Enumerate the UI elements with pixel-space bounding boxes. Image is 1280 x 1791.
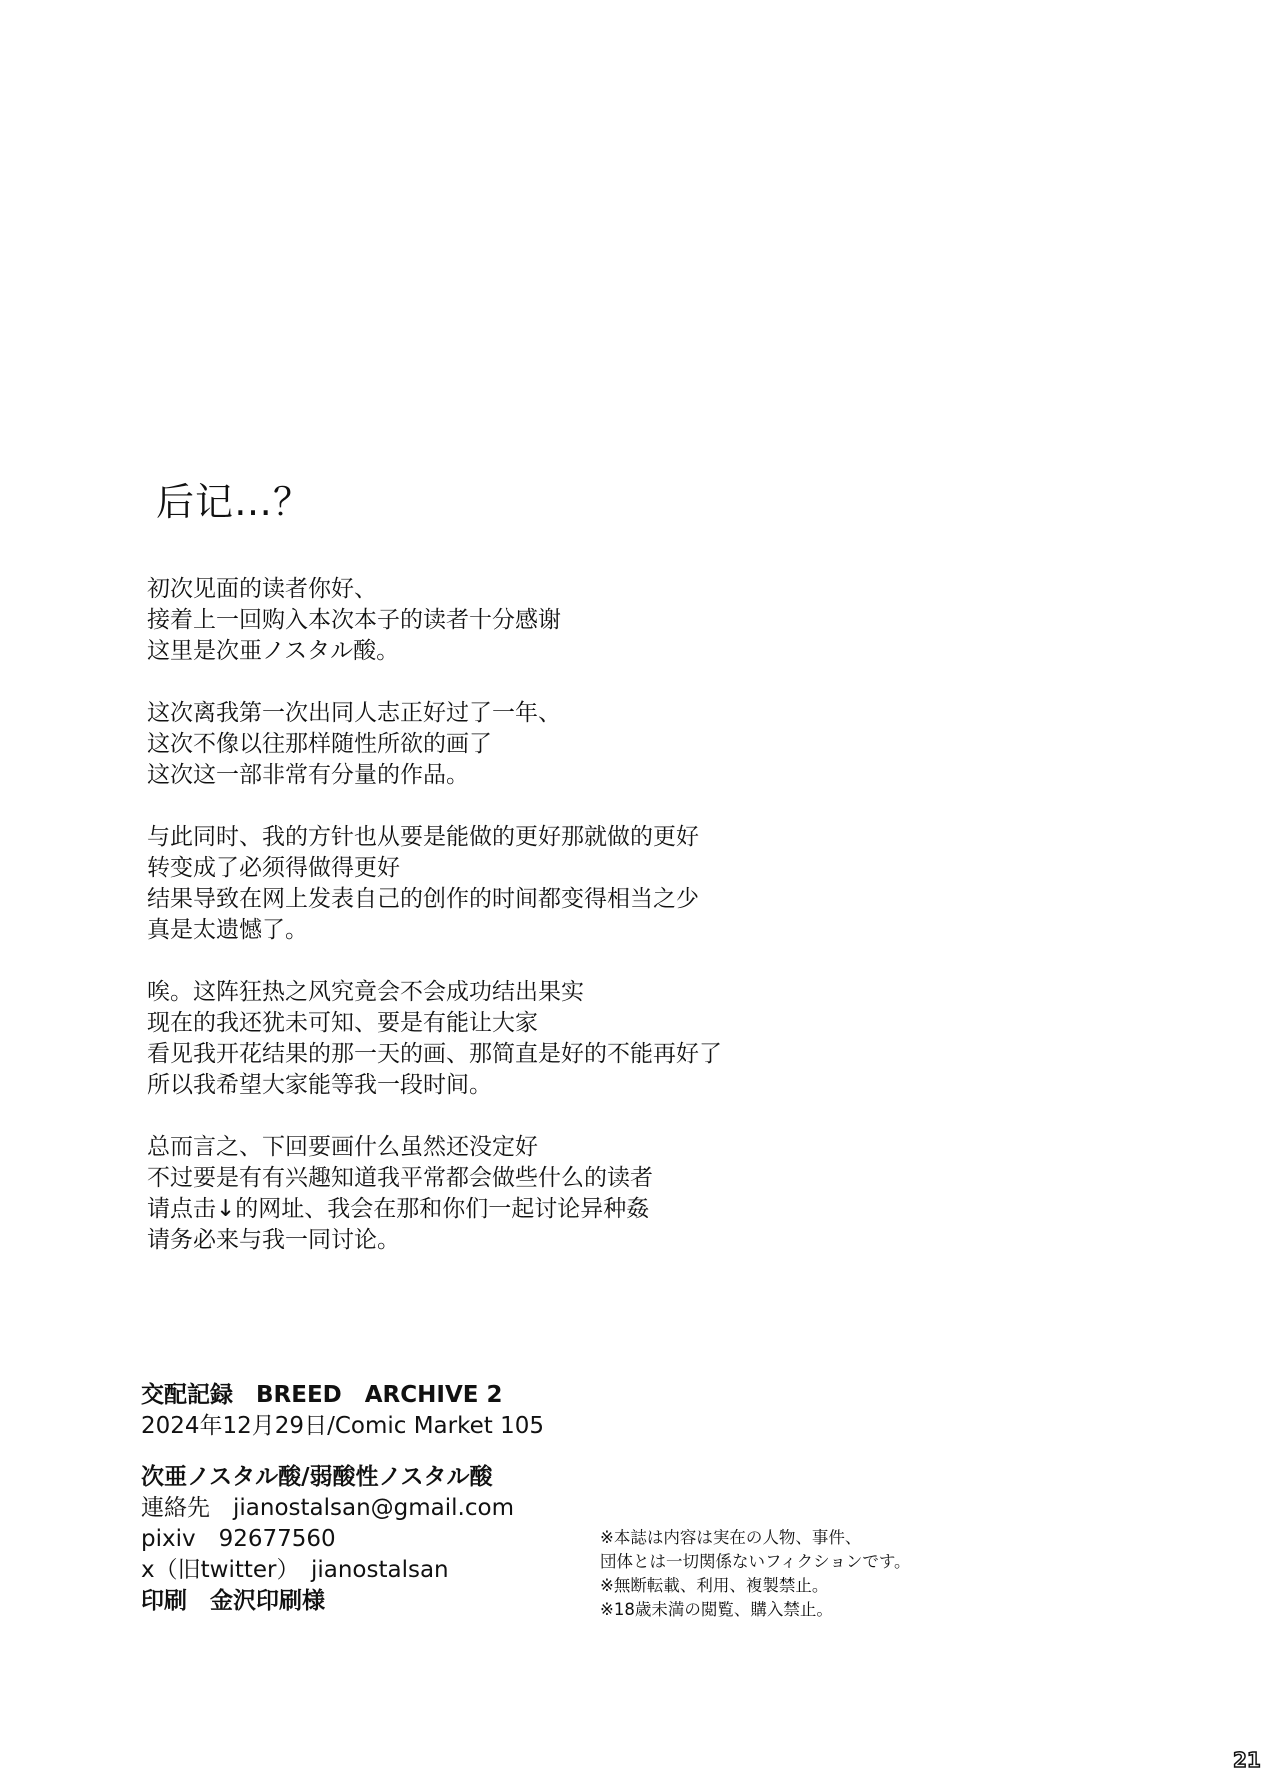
note-line: ※無断転載、利用、複製禁止。: [600, 1576, 829, 1595]
circle-name: 次亜ノスタル酸/弱酸性ノスタル酸: [141, 1464, 493, 1490]
text-line: 这里是次亜ノスタル酸。: [147, 638, 400, 664]
text-line: 这次离我第一次出同人志正好过了一年、: [147, 700, 561, 726]
text-line: 转变成了必须得做得更好: [147, 855, 400, 881]
legal-notes: [600, 1526, 1020, 1622]
text-line: 这次不像以往那样随性所欲的画了: [147, 731, 492, 757]
note-line: 団体とは一切関係ないフィクションです。: [600, 1552, 911, 1571]
book-title: 交配記録 BREED ARCHIVE 2: [141, 1382, 503, 1408]
text-line: 请点击↓的网址、我会在那和你们一起讨论异种姦: [147, 1196, 650, 1222]
note-line: ※18歳未満の閲覧、購入禁止。: [600, 1600, 833, 1619]
printer-credit: 印刷 金沢印刷様: [141, 1588, 325, 1614]
afterword-body: [147, 574, 907, 1287]
paragraph-4: [147, 977, 907, 1101]
paragraph-5: [147, 1132, 907, 1256]
text-line: 所以我希望大家能等我一段时间。: [147, 1072, 492, 1098]
paragraph-2: [147, 698, 907, 791]
text-line: 与此同时、我的方针也从要是能做的更好那就做的更好: [147, 824, 699, 850]
text-line: 看见我开花结果的那一天的画、那简直是好的不能再好了: [147, 1041, 722, 1067]
spacer: [141, 1442, 601, 1462]
text-line: 这次这一部非常有分量的作品。: [147, 762, 469, 788]
twitter-handle: x（旧twitter） jianostalsan: [141, 1557, 449, 1583]
pixiv-id: pixiv 92677560: [141, 1526, 336, 1552]
text-line: 不过要是有有兴趣知道我平常都会做些什么的读者: [147, 1165, 653, 1191]
text-line: 请务必来与我一同讨论。: [147, 1227, 400, 1253]
text-line: 真是太遗憾了。: [147, 917, 308, 943]
text-line: 唉。这阵狂热之风究竟会不会成功结出果实: [147, 979, 584, 1005]
note-line: ※本誌は内容は実在の人物、事件、: [600, 1528, 862, 1547]
paragraph-3: [147, 822, 907, 946]
colophon: [141, 1380, 601, 1617]
afterword-title: 后记…？: [156, 480, 313, 524]
page-number: 21: [1233, 1748, 1261, 1772]
text-line: 结果导致在网上发表自己的创作的时间都变得相当之少: [147, 886, 699, 912]
release-info: 2024年12月29日/Comic Market 105: [141, 1413, 544, 1439]
paragraph-1: [147, 574, 907, 667]
text-line: 总而言之、下回要画什么虽然还没定好: [147, 1134, 538, 1160]
text-line: 现在的我还犹未可知、要是有能让大家: [147, 1010, 538, 1036]
text-line: 接着上一回购入本次本子的读者十分感谢: [147, 607, 561, 633]
contact-email: 連絡先 jianostalsan@gmail.com: [141, 1495, 514, 1521]
text-line: 初次见面的读者你好、: [147, 576, 377, 602]
